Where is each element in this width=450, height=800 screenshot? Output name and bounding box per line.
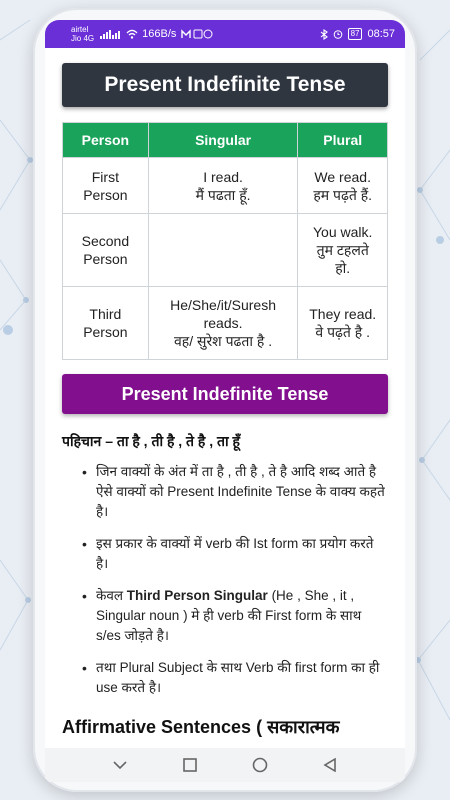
- identification-heading: पहिचान – ता है , ती है , ते है , ता हूँ: [62, 433, 240, 449]
- cell-text: First: [91, 168, 119, 185]
- bullet-dot-icon: •: [82, 536, 87, 552]
- cell-text: Person: [83, 186, 128, 203]
- table-row: [63, 287, 388, 360]
- cell-person: [63, 158, 149, 214]
- cell-text: वे पढ़ते है .: [315, 324, 370, 340]
- navigation-bar: [45, 748, 405, 782]
- cell-text: वह/ सुरेश पढता है .: [174, 333, 273, 349]
- section-banner: Present Indefinite Tense: [62, 374, 388, 414]
- text-part: (He , She , it , Singular noun ) मे ही verb की First form के साथ s/es जोड़ते है।: [96, 588, 362, 643]
- bullet-dot-icon: •: [82, 464, 87, 480]
- carrier-jio: Jio 4G: [71, 34, 95, 43]
- cell-text: You walk.: [312, 224, 373, 240]
- table-row: [63, 158, 388, 214]
- cell-singular-empty: [148, 214, 298, 287]
- signal-icon: [100, 29, 122, 39]
- list-item-text: तथा Plural Subject के साथ Verb की first form का ही use करते है।: [96, 660, 380, 695]
- bullet-dot-icon: •: [82, 588, 87, 604]
- header-person: Person: [63, 123, 149, 158]
- list-item: [82, 462, 388, 522]
- carrier-airtel: airtel: [71, 25, 89, 34]
- list-item: [82, 534, 388, 574]
- battery-indicator: 87: [348, 28, 363, 40]
- bluetooth-icon: [320, 29, 328, 40]
- cell-text: Person: [83, 324, 128, 340]
- notification-icons: [180, 29, 214, 39]
- text-part: केवल: [96, 588, 127, 603]
- cell-plural: [298, 287, 388, 360]
- cell-text: मैं पढता हूँ.: [195, 186, 251, 203]
- cell-text: हो.: [335, 260, 351, 276]
- rules-list: [62, 462, 388, 710]
- cell-text: He/She/it/Suresh: [170, 297, 276, 313]
- table-header-row: [63, 123, 388, 158]
- network-speed: 166B/s: [142, 28, 177, 40]
- clock: 08:57: [367, 28, 395, 40]
- recents-square-icon[interactable]: [175, 753, 205, 777]
- back-triangle-icon[interactable]: [315, 753, 345, 777]
- status-bar: [45, 20, 405, 48]
- cell-text: Person: [83, 251, 128, 267]
- header-plural: Plural: [298, 123, 388, 158]
- table-row: [63, 214, 388, 287]
- cell-singular: [148, 158, 298, 214]
- list-item-text: [96, 586, 388, 646]
- list-item: [82, 586, 388, 646]
- cell-text: reads.: [203, 315, 243, 331]
- list-item-text: जिन वाक्यों के अंत में ता है , ती है , ते है आदि शब्द आते है ऐसे वाक्यों को Present Indefinite Tense के वाक्य कहते है।: [96, 464, 385, 519]
- cell-singular: [148, 287, 298, 360]
- cell-plural: [298, 158, 388, 214]
- chevron-down-icon[interactable]: [105, 753, 135, 777]
- bold-text: Third Person Singular: [126, 588, 268, 603]
- affirmative-heading: Affirmative Sentences ( सकारात्मक: [62, 717, 340, 737]
- home-circle-icon[interactable]: [245, 753, 275, 777]
- list-item-text: इस प्रकार के वाक्यों में verb की Ist form का प्रयोग करते है।: [96, 536, 374, 571]
- cell-text: Third: [89, 306, 122, 322]
- cell-text: We read.: [314, 168, 371, 185]
- alarm-icon: [333, 29, 343, 39]
- header-singular: Singular: [148, 123, 298, 158]
- app-content[interactable]: [45, 48, 405, 748]
- list-item: [82, 658, 388, 698]
- cell-plural: [298, 214, 388, 287]
- cell-text: They read.: [309, 306, 377, 322]
- page-title: Present Indefinite Tense: [62, 63, 388, 107]
- carrier-info: [71, 25, 94, 43]
- tense-table: [62, 122, 388, 360]
- wifi-icon: [126, 29, 138, 39]
- cell-text: तुम टहलते: [316, 242, 369, 258]
- cell-text: Second: [81, 233, 130, 249]
- cell-text: I read.: [203, 168, 243, 185]
- phone-frame: [33, 8, 417, 792]
- cell-text: हम पढ़ते हैं.: [313, 186, 373, 203]
- bullet-dot-icon: •: [82, 660, 87, 676]
- cell-person: [63, 287, 149, 360]
- cell-person: [63, 214, 149, 287]
